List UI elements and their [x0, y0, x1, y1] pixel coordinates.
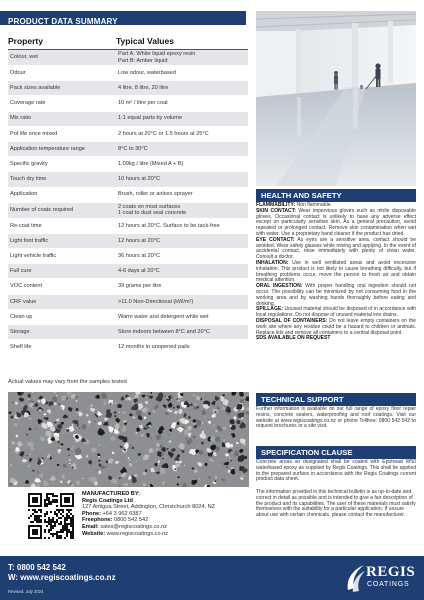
property-name: Storage: [10, 328, 30, 335]
property-value-line: 12 hours at 20°C. Surface to be tack-free: [118, 222, 220, 229]
property-value: [116, 219, 248, 233]
table-row: [8, 234, 248, 249]
hs-text: Unused material should be disposed of in accordance with local regulations. Do not dispose of unused material into drains.: [256, 306, 416, 319]
property-value: [116, 310, 248, 324]
property-value: [116, 96, 248, 110]
property-name: Number of coats required: [10, 206, 74, 213]
manufacturer-phone: Phone: +64 3 962 6387: [82, 510, 142, 517]
property-name: Shelf life: [10, 344, 32, 351]
product-summary-title: PRODUCT DATA SUMMARY: [8, 17, 118, 26]
hs-label: FLAMMABILITY:: [256, 202, 296, 208]
property-value-line: 8°C to 30°C: [118, 145, 148, 152]
footer-contact: [8, 563, 116, 583]
property-name: Odour: [10, 69, 26, 76]
property-value: [116, 325, 248, 339]
footer-phone[interactable]: T: 0800 542 542: [8, 563, 66, 572]
manufacturer-website: Website: www.regiscoatings.co.nz: [82, 530, 169, 537]
table-row: [8, 203, 248, 219]
ts-text-after: or phone Tollfree: 0800 542 542 to request brochures or a site visit.: [256, 417, 416, 430]
property-value-line: 1.09kg / litre (Mixed A + B): [118, 161, 184, 168]
product-summary-header: [0, 11, 246, 25]
table-row: [8, 219, 248, 234]
property-value-line: Low odour, waterbased: [118, 69, 176, 76]
property-value-line: 1 coat to dust seal concrete: [118, 210, 187, 217]
property-value: [116, 127, 248, 141]
property-value-line: 39 grams per litre: [118, 283, 162, 290]
col-values: Typical Values: [116, 36, 174, 46]
property-value: [116, 203, 248, 218]
manufacturer-title: MANUFACTURED BY:: [82, 491, 141, 497]
property-value: [116, 340, 248, 354]
property-table: [8, 36, 248, 355]
property-name: Re-coat time: [10, 222, 42, 229]
manufacturer-block: [82, 491, 252, 537]
disclaimer-text: The information provided in this technical bulletin is as up-to-date and correct in detail as possible and is intended to give a fair description of the product and its capabilities. The user of these materials must satisfy themselves with the suitability for a particular application. If unsure about use with certain chemicals, please contact the manufacturer.: [256, 489, 416, 519]
table-row: [8, 188, 248, 203]
property-value: [116, 50, 248, 65]
property-value: [116, 264, 248, 278]
phone-link[interactable]: +64 3 962 6387: [100, 510, 142, 517]
revised-date: Revised: July 2024: [8, 589, 44, 594]
property-table-header: [8, 36, 248, 50]
hs-paragraph: [256, 336, 416, 342]
property-value: [116, 234, 248, 248]
hs-text: Non flammable.: [295, 202, 332, 208]
table-row: [8, 325, 248, 340]
specification-clause-header: SPECIFICATION CLAUSE: [256, 446, 416, 459]
website-link-footer[interactable]: www.regiscoatings.co.nz: [105, 530, 169, 537]
table-row: [8, 127, 248, 142]
property-name: Application temperature range: [10, 145, 85, 152]
property-value: [116, 112, 248, 126]
email-link[interactable]: sales@regiscoatings.co.nz: [98, 523, 167, 530]
manufacturer-email: Email: sales@regiscoatings.co.nz: [82, 523, 167, 530]
hs-text: Do not leave empty containers on the work site where any residue could be a hazard to children or animals. Replace lids and remove all containers to a central disposal point.: [256, 317, 416, 336]
manufacturer-company: Regis Coatings Ltd: [82, 497, 133, 504]
property-value: [116, 172, 248, 186]
property-value: [116, 66, 248, 80]
property-name: Application: [10, 191, 38, 198]
property-value-line: 4 litre, 8 litre, 20 litre: [118, 85, 169, 92]
property-value-line: 10 m² / litre per coat: [118, 100, 168, 107]
table-row: [8, 249, 248, 264]
ts-text-before: Further information is available on our full range of epoxy floor repair resins, concrete sealers, waterproofing and roof coatings. Visit our website at: [256, 406, 416, 424]
table-row: [8, 142, 248, 157]
hs-paragraph: [256, 319, 416, 336]
property-value-line: 36 hours at 20°C: [118, 252, 161, 259]
hs-paragraph: [256, 284, 416, 307]
property-value: [116, 279, 248, 293]
hs-paragraph: [256, 209, 416, 238]
property-name: Pot life once mixed: [10, 130, 58, 137]
terrazzo-sample-image: [8, 392, 249, 487]
hs-label: SKIN CONTACT:: [256, 207, 296, 214]
footer-bar: [0, 556, 424, 600]
hs-label: INHALATION:: [256, 259, 289, 266]
property-name: Mix ratio: [10, 115, 32, 122]
property-value: [116, 81, 248, 95]
technical-support-body: [256, 407, 416, 430]
hs-label: SPILLAGE:: [256, 306, 283, 313]
property-value: [116, 157, 248, 171]
hs-paragraph: [256, 261, 416, 284]
specification-clause-body: Concrete areas so designated shall be coated with Epotread W50 waterbased epoxy as supplied by Regis Coatings. This shall be applied to the prepared surface in accordance with the Regis Coatings current product data sheet.: [256, 459, 416, 483]
property-value: [116, 142, 248, 156]
property-value-line: >11.0 Non-Directional (kW/m²): [118, 298, 194, 305]
property-value-line: Warm water and detergent while wet: [118, 313, 209, 320]
table-row: [8, 81, 248, 96]
property-name: Full cure: [10, 268, 32, 275]
col-property: Property: [8, 36, 43, 46]
logo-subtext: COATINGS: [367, 581, 410, 588]
property-name: Clean up: [10, 313, 33, 320]
property-rows: [8, 50, 248, 355]
property-value-line: 10 hours at 20°C: [118, 176, 161, 183]
hs-paragraph: [256, 238, 416, 261]
table-row: [8, 295, 248, 310]
footer-web[interactable]: W: www.regiscoatings.co.nz: [8, 573, 116, 582]
property-name: CRF value: [10, 298, 37, 305]
table-row: [8, 96, 248, 111]
floor-application-photo: [256, 11, 416, 186]
hs-text: As eyes are a sensitive area, contact should be avoided. Wear safety glasses while mixing and applying. In the event of accidental contact, rinse immediately with plenty of clean water. Consult a doctor.: [256, 236, 417, 261]
property-name: Light foot traffic: [10, 237, 49, 244]
values-note: Actual values may vary from the samples tested: [8, 379, 127, 385]
property-value: [116, 295, 248, 309]
website-link[interactable]: www.regiscoatings.co.nz: [280, 417, 336, 424]
property-name: Light vehicle traffic: [10, 252, 57, 259]
hs-label: EYE CONTACT:: [256, 236, 295, 243]
property-value-line: Part A: White liquid epoxy resin: [118, 51, 196, 58]
hs-label: DISPOSAL OF CONTAINERS:: [256, 317, 328, 324]
property-value: [116, 249, 248, 263]
property-value-line: 12 months in unopened pails: [118, 344, 190, 351]
table-row: [8, 340, 248, 355]
property-value-line: Store indoors between 8°C and 20°C: [118, 328, 210, 335]
property-value: [116, 188, 248, 202]
property-name: Pack sizes available: [10, 85, 61, 92]
logo-wordmark: REGIS: [366, 564, 416, 580]
qr-code-icon[interactable]: [28, 493, 74, 539]
manufacturer-freephone: Freephone: 0800 542 542: [82, 517, 149, 524]
property-value-line: 12 hours at 20°C: [118, 237, 161, 244]
table-row: [8, 310, 248, 325]
property-name: Coverage rate: [10, 100, 46, 107]
technical-support-header: TECHNICAL SUPPORT: [256, 393, 416, 406]
property-value-line: 2 hours at 20°C or 1.5 hours at 25°C: [118, 130, 209, 137]
hs-text: Use in well ventilated areas and avoid excessive inhalation. This product is not likely to cause breathing difficulty, but if breathing problems occur, move the person to fresh air and obtain medical attention.: [256, 259, 416, 284]
regis-logo: [344, 560, 414, 596]
property-value-line: 1:1 equal parts by volume: [118, 115, 183, 122]
table-row: [8, 50, 248, 66]
regis-swoosh-icon: [344, 562, 366, 594]
health-safety-header: HEALTH AND SAFETY: [256, 189, 416, 202]
table-row: [8, 112, 248, 127]
table-row: [8, 66, 248, 81]
property-name: Touch dry time: [10, 176, 47, 183]
property-value-line: 4-6 days at 20°C: [118, 268, 160, 275]
hs-label: SDS AVAILABLE ON REQUEST: [256, 335, 331, 342]
table-row: [8, 157, 248, 172]
table-row: [8, 279, 248, 294]
health-safety-body: [256, 203, 416, 342]
hs-text: With proper handling oral ingestion should not occur. The possibility can be minimized by not consuming food in the working area and by washing hands thoroughly before eating and drinking.: [256, 283, 416, 307]
property-value-line: Brush, roller or airless sprayer: [118, 191, 193, 198]
manufacturer-address: 127 Antigua Street, Addington, Christchurch 8024, NZ: [82, 504, 216, 511]
property-value-line: Part B: Amber liquid: [118, 57, 168, 64]
property-name: Specific gravity: [10, 161, 48, 168]
freephone-link[interactable]: 0800 542 542: [112, 517, 149, 524]
property-name: Colour, wet: [10, 54, 38, 61]
hs-label: ORAL INGESTION:: [256, 283, 303, 290]
table-row: [8, 172, 248, 187]
property-name: VOC content: [10, 283, 43, 290]
hs-text: Wear impervious gloves such as nitrile disposable gloves. Occasional contact is unlikely to have any adverse effect except on particularly sensitive skin. As a general precaution, avoid repeated or prolonged contact. Remove skin contamination when wet with water. Use a proprietary hand cleaner if the product has dried.: [256, 207, 416, 237]
table-row: [8, 264, 248, 279]
property-value-line: 2 coats on most surfaces: [118, 203, 181, 210]
